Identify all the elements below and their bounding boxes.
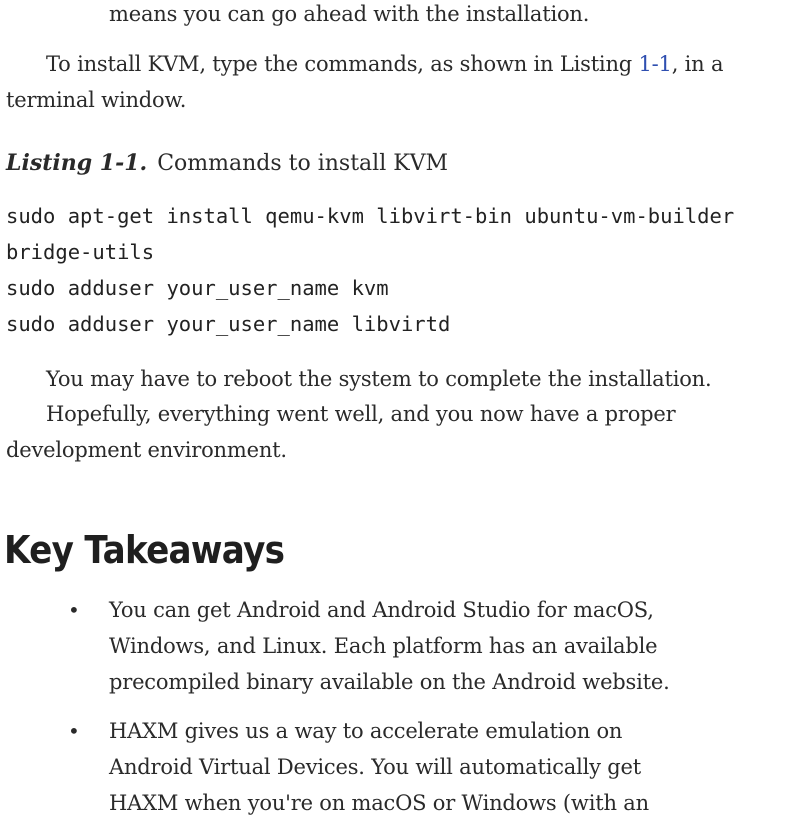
listing-label: Listing 1-1. [6, 150, 148, 176]
reboot-paragraph: You may have to reboot the system to complete the installation. [46, 367, 712, 391]
listing-title: Commands to install KVM [157, 151, 449, 176]
bullet-2-line-2: Android Virtual Devices. You will automatically get [109, 755, 641, 779]
bullet-2-line-3: HAXM when you're on macOS or Windows (with an [109, 791, 649, 815]
install-paragraph-line-1 [46, 46, 723, 82]
bullet-1-line-3: precompiled binary available on the Android website. [109, 670, 670, 694]
install-paragraph-text-end: , in a [671, 52, 724, 76]
section-heading: Key Takeaways [4, 528, 285, 572]
code-line: bridge-utils [6, 240, 155, 264]
code-line: sudo apt-get install qemu-kvm libvirt-bin ubuntu-vm-builder [6, 204, 735, 228]
environment-paragraph-line-2: development environment. [6, 438, 287, 462]
continued-text-line: means you can go ahead with the installation. [109, 2, 590, 26]
install-paragraph-text: To install KVM, type the commands, as shown in Listing [46, 52, 639, 76]
code-line: sudo adduser your_user_name libvirtd [6, 312, 451, 336]
bullet-dot: • [68, 598, 80, 622]
listing-reference-link[interactable]: 1-1 [638, 52, 672, 76]
install-paragraph-line-2: terminal window. [6, 88, 187, 112]
code-block [6, 198, 734, 342]
listing-caption [6, 145, 448, 182]
environment-paragraph-line-1: Hopefully, everything went well, and you now have a proper [46, 402, 676, 426]
code-line: sudo adduser your_user_name kvm [6, 276, 389, 300]
bullet-2-line-1: HAXM gives us a way to accelerate emulation on [109, 719, 623, 743]
bullet-1-line-2: Windows, and Linux. Each platform has an available [109, 634, 658, 658]
bullet-1-line-1: You can get Android and Android Studio for macOS, [109, 598, 654, 622]
bullet-dot: • [68, 719, 80, 743]
